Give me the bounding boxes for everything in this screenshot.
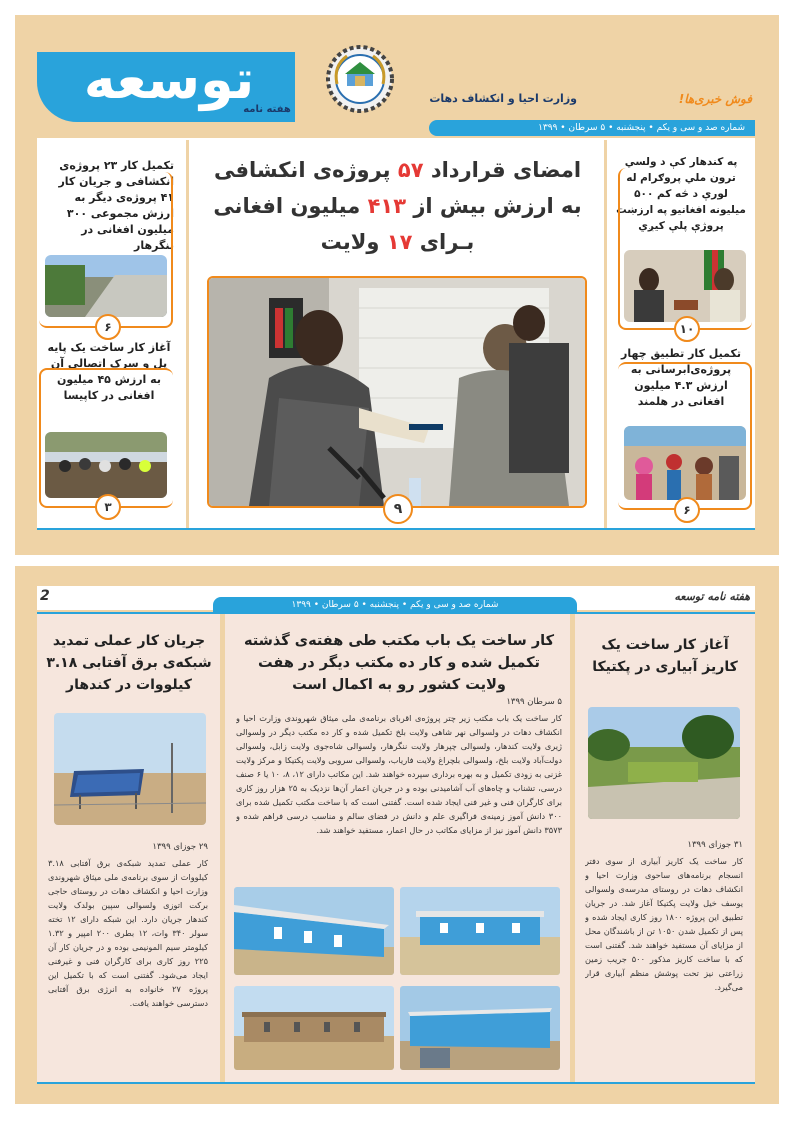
left-article-date: ۲۹ جوزای ۱۳۹۹ [152, 842, 208, 852]
right-article-title: آغاز کار ساخت یک کاریز آبیاری در پکتیکا [592, 637, 738, 675]
center-photo-school3 [234, 986, 394, 1070]
page2-issue-bar-text: شماره صد و سی و یکم • پنجشنبه • ۵ سرطان • ۱۳۹۹ [291, 600, 499, 610]
right-story2-badge: ۶ [674, 497, 700, 523]
masthead [37, 40, 755, 138]
ministry-name: وزارت احیا و انکشاف دهات [429, 92, 577, 105]
headline-line1: امضای قرارداد ۵۷ پروژه‌ی انکشافی [213, 158, 582, 182]
issue-bar-text: شماره صد و سی و یکم • پنجشنبه • ۵ سرطان • ۱۳۹۹ [538, 123, 745, 133]
left-story2-badge: ۳ [95, 494, 121, 520]
center-photo-school1 [234, 887, 394, 975]
headline-line2: به ارزش بیش از ۴۱۳ میلیون افغانی [213, 194, 582, 218]
left-article-body: کار عملی تمدید شبکه‌ی برق آفتابی ۳.۱۸ کیلووات از سوی برنامه‌ی ملی میثاق شهروندی وزارت احیا و انکشاف دهات در روستای حاجی برکت اتوزی ولسوالی سپین بولدک ولایت کندهار جریان دارد. این شبکه دارای ۱۲ تخته سولر ۳۴۰ وات، ۱۲ بطری ۲۰۰ امپیر و ۱.۳۲ کیلومتر سیم المونیمی بوده و در جریان کار آن ۲۲۵ روز کاری برای کارگران فنی و غیرفنی ایجاد می‌شود. گفتنی است که با تکمیل این پروژه ۲۷ خانواده به انرژی برق آفتابی دسترسی خواهند یافت. [48, 858, 208, 1008]
center-article-title: کار ساخت یک باب مکتب طی هفته‌ی گذشته تکمیل شده و کار ده مکتب دیگر در هفت ولایت کشور رو به اکمال است [243, 633, 555, 693]
subtitle: هفته نامه [243, 104, 291, 115]
left-story2-photo [45, 432, 167, 498]
ministry-emblem [325, 44, 395, 114]
right-story1-photo [624, 250, 746, 322]
left-story1-title: تکمیل کار ۲۳ پروژه‌ی انکشافی و جریان کار ۴۱ پروژه‌ی دیگر به ارزش مجموعی ۳۰۰ میلیون افغانی در ننگرهار [58, 159, 174, 252]
right-story1-title: په کندهار کې د ولسي ترون ملي پروګرام له لورې د څه کم ۵۰۰ میلیونه افغانیو په ارزښت پروژې پلې کیږي [616, 156, 746, 232]
left-article-title: جریان کار عملی تمدید شبکه‌ی برق آفتابی ۳.۱۸ کیلووات در کندهار [46, 633, 212, 693]
page2-header-name: هفته نامه توسعه [674, 590, 750, 603]
main-photo-signing [207, 276, 587, 508]
headline-line3: بـرای ۱۷ ولایت [320, 230, 475, 254]
page2-issue-bar [213, 597, 577, 613]
left-story1-photo [45, 255, 167, 317]
left-story2-title: آغاز کار ساخت یک پایه پل و سرک اتصالی آن به ارزش ۴۵ میلیون افغانی در کاپیسا [47, 341, 171, 402]
page2-number: 2 [40, 588, 50, 604]
column-divider-left [186, 140, 189, 528]
center-photo-school4 [400, 986, 560, 1070]
issue-bar [429, 120, 755, 136]
right-story1-badge: ۱۰ [674, 316, 700, 342]
center-article-body: کار ساخت یک باب مکتب زیر چتر پروژه‌ی اقربای برنامه‌ی ملی میثاق شهروندی وزارت احیا و انکشاف دهات در ولسوالی نهر شاهی ولایت بلخ تکمیل شده و کار ده مکتب دیگر در ولسوالی ژیری ولایت کندهار، ولسوالی چپرهار ولایت ننگرهار، ولسوالی شاه‌جوی ولایت زابل، ولسوالی دولت‌آباد ولایت بلخ، ولسوالی بلچراغ ولایت فاریاب، ولسوالی سروبی ولایت پکتیکا و مرکز ولایت غزنی به زودی تکمیل و به بهره برداری سپرده خواهند شد. این مکاتب دارای ۱۲، ۸، ۱۰ یا ۶ صنف درسی، تشناب و چاه‌های آب آشامیدنی بوده و در جریان اعمار آن‌ها نزدیک به ۲۵ هزار روز کاری برای کارگران فنی و غیر فنی ایجاد شده است. گفتنی است که با ساخت مکتب تکمیل شده برای ۳۰۰ دانش آموز زمینه‌ی فراگیری علم و دانش در فضای سالم و مناسب درسی فراهم شده و ۳۵۷۳ دانش آموز نیز از مزایای مکاتب در حال اعمار، مستفید خواهند شد. [236, 713, 562, 835]
main-story-page-badge: ۹ [383, 494, 413, 524]
right-article-body: کار ساخت یک کاریز آبیاری از سوی دفتر انسجام برنامه‌های ساحوی وزارت احیا و انکشاف دهات در روستای مدرسه‌ی ولسوالی یوسف خیل ولایت پکتیکا آغاز شد. در جریان تطبیق این پروژه ۱۸۰۰ روز کاری ایجاد شده و پس از تکمیل شدن ۱۰۵۰ تن از باشندگان محل از مزایای آن مستفید خواهند شد. گفتنی است که با ساخت کاریز مذکور ۵۰۰ جریب زمین زراعتی نیز تحت پوشش منظم آبیاری قرار می‌گیرد. [585, 856, 743, 992]
left-article-photo-solar [54, 713, 206, 825]
left-story1-badge: ۶ [95, 314, 121, 340]
right-story2-title: تکمیل کار تطبیق چهار پروژه‌ی‌آبرسانی به ارزش ۴.۳ میلیون افغانی در هلمند [621, 347, 741, 408]
right-article-photo [588, 707, 740, 819]
page1-bottom-line [37, 528, 755, 530]
column-divider-right [604, 140, 607, 528]
right-story2-photo [624, 426, 746, 500]
center-photo-school2 [400, 887, 560, 975]
right-article-date: ۳۱ جوزای ۱۳۹۹ [687, 840, 743, 850]
center-article-date: ۵ سرطان ۱۳۹۹ [506, 697, 562, 707]
tagline: فوش خبری‌ها! [678, 92, 752, 106]
logo-text: توسعه [83, 48, 255, 111]
main-headline [200, 152, 595, 260]
page2-bottom-line [37, 1082, 755, 1084]
